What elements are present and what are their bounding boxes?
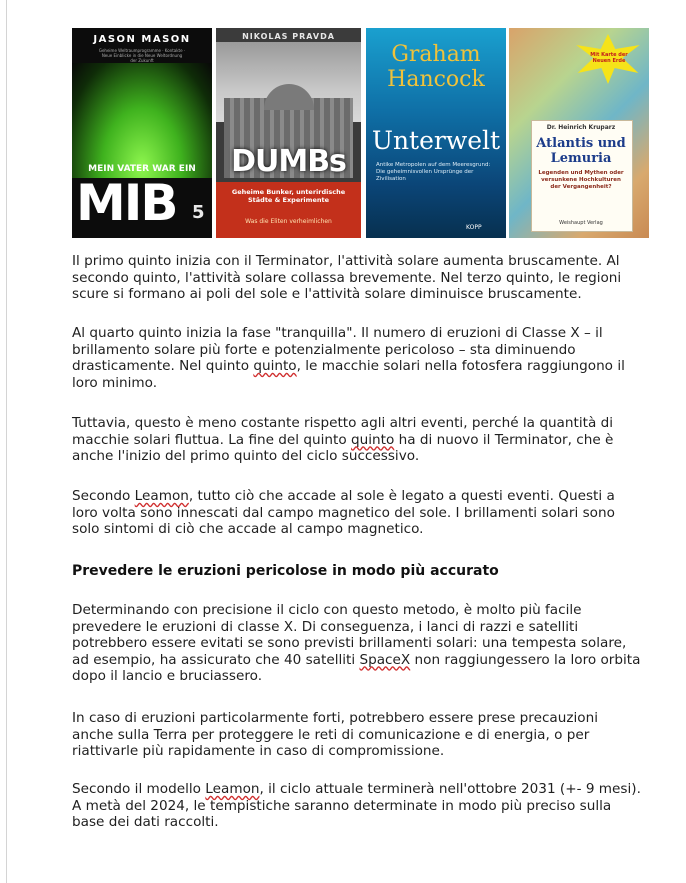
paragraph-7 xyxy=(72,781,642,831)
paragraph-text: Secondo xyxy=(72,488,135,504)
cover-volume: 5 xyxy=(192,202,205,223)
book-cover-mib[interactable] xyxy=(72,28,212,238)
paragraph-4 xyxy=(72,488,642,538)
cover-blurb: Geheime Weltraumprogramme · Kontakte · Neue Einblicke in die Neue Weltordnung der Zukunft xyxy=(98,48,186,63)
section-heading: Prevedere le eruzioni pericolose in modo più accurato xyxy=(72,563,499,579)
paragraph-3 xyxy=(72,415,642,465)
cover-subtitle: Geheime Bunker, unterirdische Städte & Experimente xyxy=(231,188,346,204)
cover-badge-text: Mit Karte der Neuen Erde xyxy=(590,52,628,64)
paragraph-text: Determinando con precisione il ciclo con questo metodo, è molto più facile prevedere le eruzioni di classe X. Di conseguenza, i lanci di razzi e satelliti potrebbero essere evitati se sono previsti brillamenti solari: una tempesta solare, ad esempio, ha assicurato che 40 satelliti xyxy=(72,602,627,668)
spellcheck-word[interactable]: quinto xyxy=(351,431,395,448)
paragraph-text: Il primo quinto inizia con il Terminator, l'attività solare aumenta bruscamente. Al secondo quinto, l'attività solare collassa brevemente. Nel terzo quinto, le regioni scure si formano ai poli del sole e l'attività solare diminuisce bruscamente. xyxy=(72,253,622,302)
paragraph-text: , tutto ciò che accade al sole è legato a questi eventi. Questi a loro volta sono innescati dal campo magnetico del sole. I brillamenti solari sono solo sintomi di ciò che accade al campo magnetico. xyxy=(72,488,615,537)
cover-publisher: KOPP xyxy=(466,224,482,231)
cover-subtitle: Legenden und Mythen oder versunkene Hochkulturen der Vergangenheit? xyxy=(538,170,624,190)
cover-author: Graham Hancock xyxy=(387,42,485,92)
paragraph-text: Tuttavia, questo è meno costante rispetto agli altri eventi, perché la quantità di macchie solari fluttua. La fine del quinto xyxy=(72,415,614,448)
paragraph-text: , le macchie solari nella fotosfera raggiungono il loro minimo. xyxy=(72,358,625,391)
book-cover-dumbs[interactable] xyxy=(216,28,361,238)
paragraph-1 xyxy=(72,253,642,303)
book-cover-unterwelt[interactable] xyxy=(366,28,506,238)
spellcheck-word[interactable]: SpaceX xyxy=(359,651,411,668)
paragraph-text: ha di nuovo il Terminator, che è anche l'inizio del primo quinto del ciclo successivo. xyxy=(72,431,614,464)
paragraph-6 xyxy=(72,710,642,760)
spellcheck-word[interactable]: quinto xyxy=(253,358,297,374)
spellcheck-word[interactable]: Leamon xyxy=(205,781,260,797)
paragraph-text: non raggiungessero la loro orbita dopo il lancio e bruciassero. xyxy=(72,651,641,684)
cover-title: Unterwelt xyxy=(371,126,501,155)
cover-title: DUMBs xyxy=(231,144,346,179)
cover-subtitle: Antike Metropolen auf dem Meeresgrund: Die geheimnisvollen Ursprünge der Zivilisation xyxy=(376,162,491,182)
paragraph-text: Al quarto quinto inizia la fase "tranquilla". Il numero di eruzioni di Classe X – il brillamento solare più forte e potenzialmente pericoloso – sta diminuendo drasticamente. Nel quinto xyxy=(72,325,603,374)
cover-author: JASON MASON xyxy=(93,34,191,45)
paragraph-text: Secondo il modello xyxy=(72,781,206,797)
cover-author: NIKOLAS PRAVDA xyxy=(242,32,335,41)
cover-title: Atlantis und Lemuria xyxy=(536,136,626,166)
cover-publisher: Weishaupt Verlag xyxy=(559,220,603,226)
paragraph-text: In caso di eruzioni particolarmente forti, potrebbero essere prese precauzioni anche sulla Terra per proteggere le reti di comunicazione e di energia, o per riattivarle più rapidamente in caso di compromissione. xyxy=(72,710,599,759)
paragraph-2 xyxy=(72,325,642,391)
cover-subtitle: MEIN VATER WAR EIN xyxy=(88,164,196,174)
paragraph-text: , il ciclo attuale terminerà nell'ottobre 2031 (+- 9 mesi). A metà del 2024, le tempistiche saranno determinate in modo più preciso sulla base dei dati raccolti. xyxy=(72,781,641,830)
cover-title: MIB xyxy=(76,174,177,232)
cover-green-glow xyxy=(72,63,212,178)
cover-author: Dr. Heinrich Kruparz xyxy=(546,124,616,131)
page-left-border xyxy=(6,0,7,883)
cover-tagline: Was die Eliten verheimlichen xyxy=(245,218,332,225)
book-cover-atlantis[interactable] xyxy=(509,28,649,238)
spellcheck-word[interactable]: Leamon xyxy=(134,488,189,504)
paragraph-5 xyxy=(72,602,642,685)
